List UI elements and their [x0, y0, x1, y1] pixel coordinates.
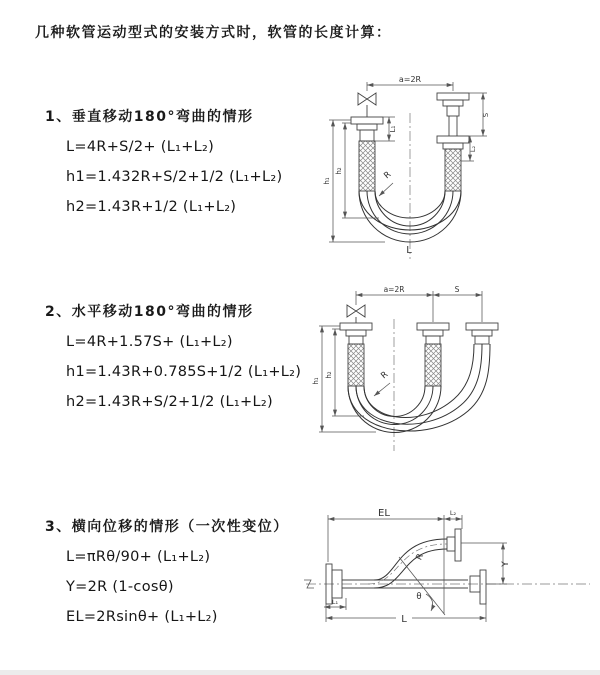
dim-label-s: S [482, 112, 490, 118]
dim-label-l1: L₁ [331, 598, 339, 606]
section-1-formula-h2: h2=1.43R+1/2 (L₁+L₂) [66, 199, 237, 215]
section-2-formula-h2: h2=1.43R+S/2+1/2 (L₁+L₂) [66, 394, 273, 410]
section-3-formula-EL: EL=2Rsinθ+ (L₁+L₂) [66, 609, 218, 625]
page-bottom-edge [0, 670, 600, 675]
hose-s-curve [368, 539, 447, 588]
dim-label-h2: h₂ [335, 167, 343, 175]
section-3-heading: 3、横向位移的情形（一次性变位） [45, 519, 289, 535]
dim-label-l2: L₂ [449, 509, 457, 517]
diagram-horizontal-180-bend [306, 281, 600, 461]
section-1-formula-h1: h1=1.432R+S/2+1/2 (L₁+L₂) [66, 169, 283, 185]
diagram-vertical-180-bend [313, 73, 595, 265]
dimension-labels [323, 75, 490, 256]
dim-label-r: R [379, 369, 391, 382]
dim-label-r: R [382, 169, 394, 182]
dim-label-l: L [406, 245, 412, 256]
pipe-fittings [326, 529, 486, 604]
section-1-heading: 1、垂直移动180°弯曲的情形 [45, 109, 254, 125]
section-3-formula-L: L=πRθ/90+ (L₁+L₂) [66, 549, 211, 565]
dim-label-a2r: a=2R [398, 75, 422, 84]
dim-label-h2: h₂ [325, 371, 333, 379]
dim-label-l2: L₂ [469, 145, 477, 153]
dim-label-theta: θ [416, 592, 422, 602]
dim-label-l1: L₁ [389, 125, 397, 133]
section-3-formula-Y: Y=2R (1-cosθ) [66, 579, 174, 595]
hose-bends [348, 344, 490, 433]
dim-label-el: EL [378, 508, 390, 519]
valve-icon [347, 305, 365, 317]
dimension-labels [332, 508, 511, 625]
dim-label-l: L [401, 614, 407, 625]
section-2-heading: 2、水平移动180°弯曲的情形 [45, 304, 254, 320]
section-1-formula-L: L=4R+S/2+ (L₁+L₂) [66, 139, 215, 155]
valve-icon [358, 93, 376, 105]
dim-label-h1: h₁ [323, 177, 331, 185]
dim-label-h1: h₁ [312, 377, 320, 385]
diagram-lateral-displacement [298, 506, 600, 651]
dimensions [324, 515, 507, 622]
section-2-formula-L: L=4R+1.57S+ (L₁+L₂) [66, 334, 233, 350]
dim-label-s: S [454, 285, 460, 294]
dim-label-r: R [414, 552, 426, 562]
dim-label-y: Y [501, 561, 511, 567]
section-2-formula-h1: h1=1.43R+0.785S+1/2 (L₁+L₂) [66, 364, 302, 380]
dimensions [319, 291, 482, 432]
dim-label-a2r: a=2R [383, 285, 405, 294]
page-title: 几种软管运动型式的安装方式时，软管的长度计算： [35, 25, 392, 41]
